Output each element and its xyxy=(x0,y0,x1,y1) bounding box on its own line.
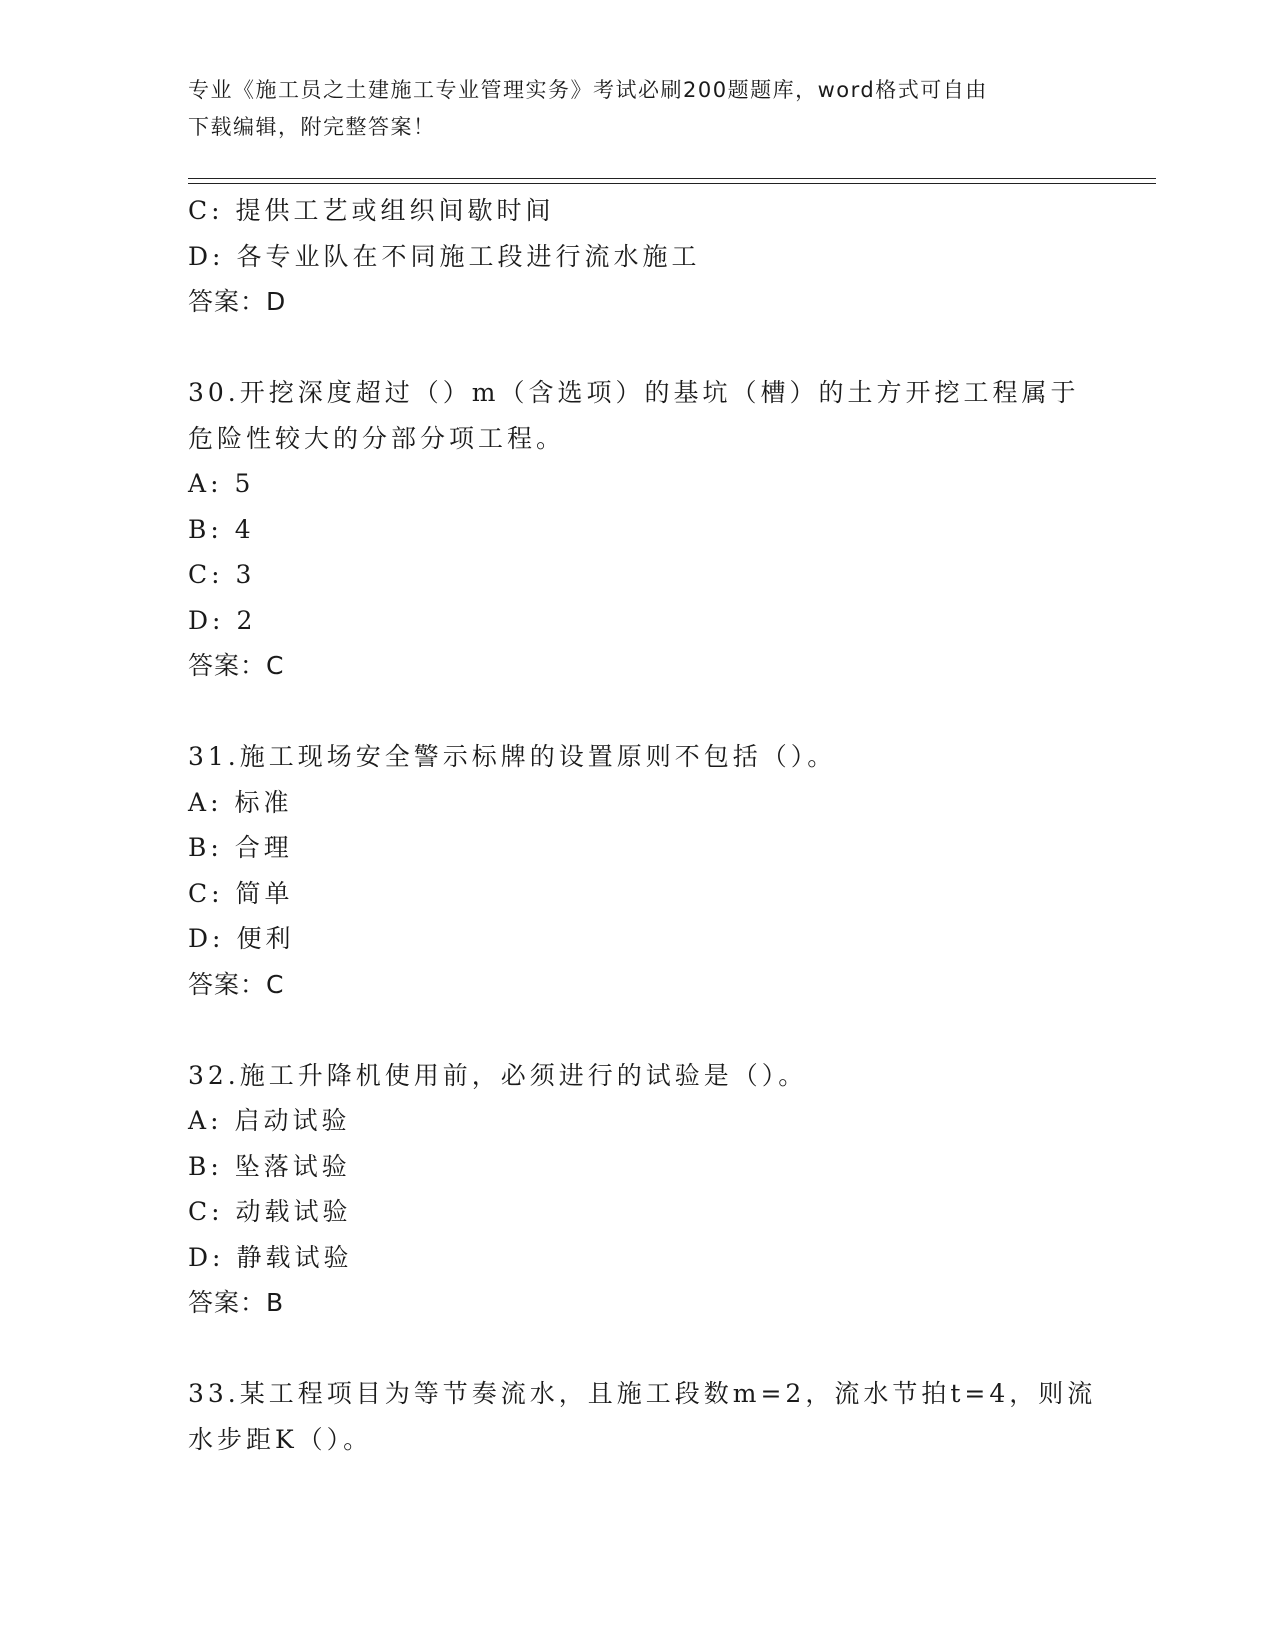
option-c: C: 3 xyxy=(188,560,256,589)
question-30 xyxy=(188,370,1080,689)
header-line-2: 下载编辑，附完整答案！ xyxy=(188,115,436,139)
question-32 xyxy=(188,1053,1068,1326)
spacer xyxy=(188,1007,1068,1053)
question-stem-continued: 水步距K（）。 xyxy=(188,1424,373,1454)
spacer xyxy=(188,1326,1068,1372)
header-divider-bottom xyxy=(188,183,1156,184)
answer-line: 答案：B xyxy=(188,1288,285,1317)
option-a: A: 5 xyxy=(188,469,255,498)
option-c: C: 提供工艺或组织间歇时间 xyxy=(188,196,555,225)
previous-question-tail xyxy=(188,188,1068,325)
option-c: C: 简单 xyxy=(188,878,294,908)
header-line-1: 专业《施工员之土建施工专业管理实务》考试必刷200题题库，word格式可自由 xyxy=(188,78,988,102)
option-d: D: 各专业队在不同施工段进行流水施工 xyxy=(188,241,701,271)
spacer xyxy=(188,325,1068,371)
option-b: B: 4 xyxy=(188,514,255,544)
option-b: B: 合理 xyxy=(188,833,293,862)
spacer xyxy=(188,689,1068,735)
question-33 xyxy=(188,1371,1097,1462)
option-d: D: 2 xyxy=(188,605,257,635)
header-divider-top xyxy=(188,178,1156,179)
option-d: D: 静载试验 xyxy=(188,1242,353,1272)
question-stem: 32.施工升降机使用前，必须进行的试验是（）。 xyxy=(188,1060,808,1090)
document-header xyxy=(188,72,1068,146)
answer-line: 答案：D xyxy=(188,287,287,316)
question-stem: 31.施工现场安全警示标牌的设置原则不包括（）。 xyxy=(188,742,837,771)
question-stem-continued: 危险性较大的分部分项工程。 xyxy=(188,423,566,453)
question-31 xyxy=(188,734,1068,1007)
option-d: D: 便利 xyxy=(188,924,295,953)
option-a: A: 标准 xyxy=(188,787,293,817)
question-stem: 30.开挖深度超过（）m（含选项）的基坑（槽）的土方开挖工程属于 xyxy=(188,378,1080,407)
option-c: C: 动载试验 xyxy=(188,1197,352,1226)
option-b: B: 坠落试验 xyxy=(188,1151,351,1181)
question-stem: 33.某工程项目为等节奏流水，且施工段数m=2，流水节拍t=4，则流 xyxy=(188,1379,1097,1408)
answer-line: 答案：C xyxy=(188,969,285,999)
answer-line: 答案：C xyxy=(188,651,285,680)
question-list xyxy=(188,188,1097,1462)
option-a: A: 启动试验 xyxy=(188,1106,351,1135)
